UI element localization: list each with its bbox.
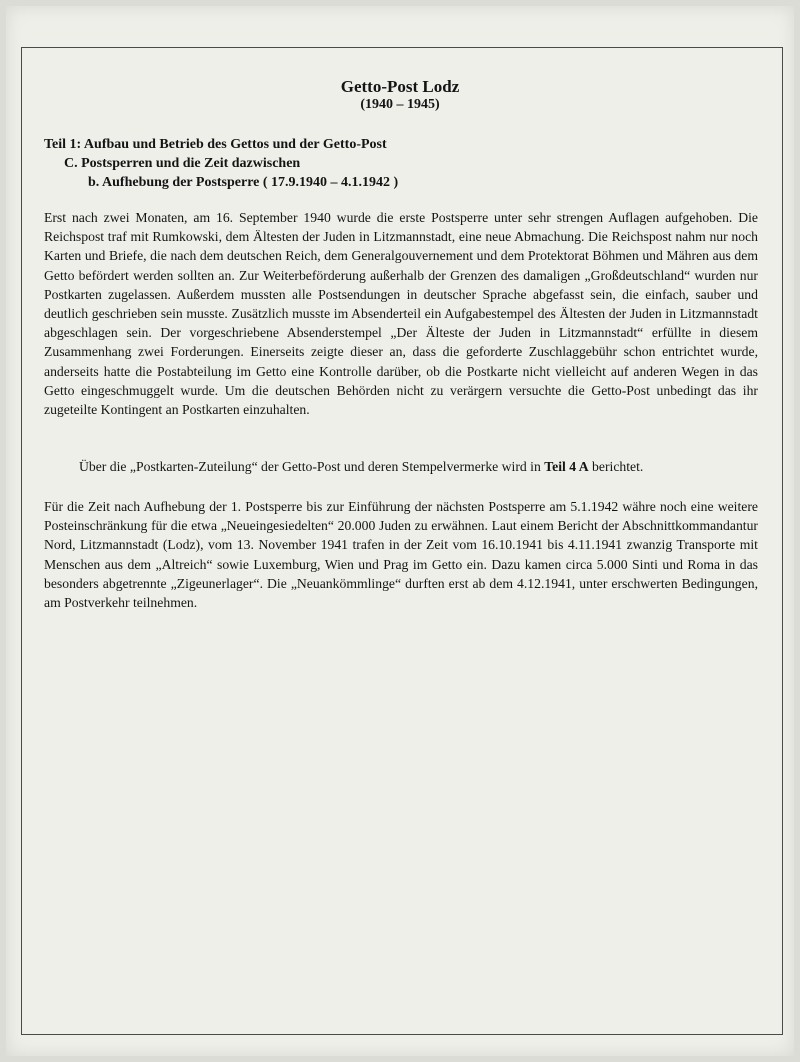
paragraph-reference-teil: Teil 4 A [544,459,589,474]
paragraph-neueingesiedelte: Für die Zeit nach Aufhebung der 1. Postsperre bis zur Einführung der nächsten Postsperre am 5.1.1942 währe noch eine weitere Posteinschränkung für die etwa „Neueingesiedelten“ 20.000 Juden zu erwähnen. Laut einem Bericht der Abschnittkommandantur Nord, Litzmannstadt (Lodz), vom 13. November 1941 trafen in der Zeit vom 16.10.1941 bis 4.11.1941 zwanzig Transporte mit Menschen aus dem „Altreich“ sowie Luxemburg, Wien und Prag im Getto ein. Dazu kamen circa 5.000 Sinti und Roma in das besonders abgetrennte „Zigeunerlager“. Die „Neuankömmlinge“ durften erst ab dem 4.12.1941, unter erschwerten Bedingungen, am Postverkehr teilnehmen. [44,499,758,611]
paragraph-postsperre-aufhebung: Erst nach zwei Monaten, am 16. September 1940 wurde die erste Postsperre unter sehr strengen Auflagen aufgehoben. Die Reichspost traf mit Rumkowski, dem Ältesten der Juden in Litzmannstadt, eine neue Abmachung. Die Reichspost nahm nur noch Karten und Briefe, die nach dem deutschen Reich, dem Generalgouvernement und dem Protektorat Böhmen und Mähren aus dem Getto befördert werden sollten an. Zur Weiterbeförderung außerhalb der Grenzen des damaligen „Großdeutschland“ wurden nur Postkarten zugelassen. Außerdem mussten alle Postsendungen in deutscher Sprache abgefasst sein, die einfach, sauber und deutlich geschrieben sein musste. Zusätzlich musste im Absenderteil ein Aufgabestempel des Ältesten der Juden in Litzmannstadt abgeschlagen sein. Der vorgeschriebene Absenderstempel „Der Älteste der Juden in Litzmannstadt“ erfüllte in diesem Zusammenhang zwei Forderungen. Einerseits zeigte dieser an, dass die geforderte Zuschlaggebühr schon entrichtet wurde, anderseits hatte die Postabteilung im Getto eine Kontrolle darüber, ob die Postkarte nicht vielleicht auf anderen Wegen in das Getto eingeschmuggelt wurde. Um die deutschen Behörden nicht zu verärgern versuchte die Getto-Post unbedingt das ihr zugeteilte Kontingent an Postkarten einzuhalten. [44,210,758,418]
paragraph-postkarten-zuteilung [44,457,758,476]
section-heading-chapter: C. Postsperren und die Zeit dazwischen [64,156,301,171]
paragraph-postkarten-end: berichtet. [588,459,644,474]
document-title: Getto-Post Lodz [340,77,460,96]
paragraph-postkarten-text: Über die „Postkarten-Zuteilung“ der Getto-Post und deren Stempelvermerke wird in [79,459,545,474]
section-heading-subchapter: b. Aufhebung der Postsperre ( 17.9.1940 – 4.1.1942 ) [88,175,399,190]
document-subtitle: (1940 – 1945) [360,97,440,112]
section-heading-part: Teil 1: Aufbau und Betrieb des Gettos und der Getto-Post [44,137,387,152]
